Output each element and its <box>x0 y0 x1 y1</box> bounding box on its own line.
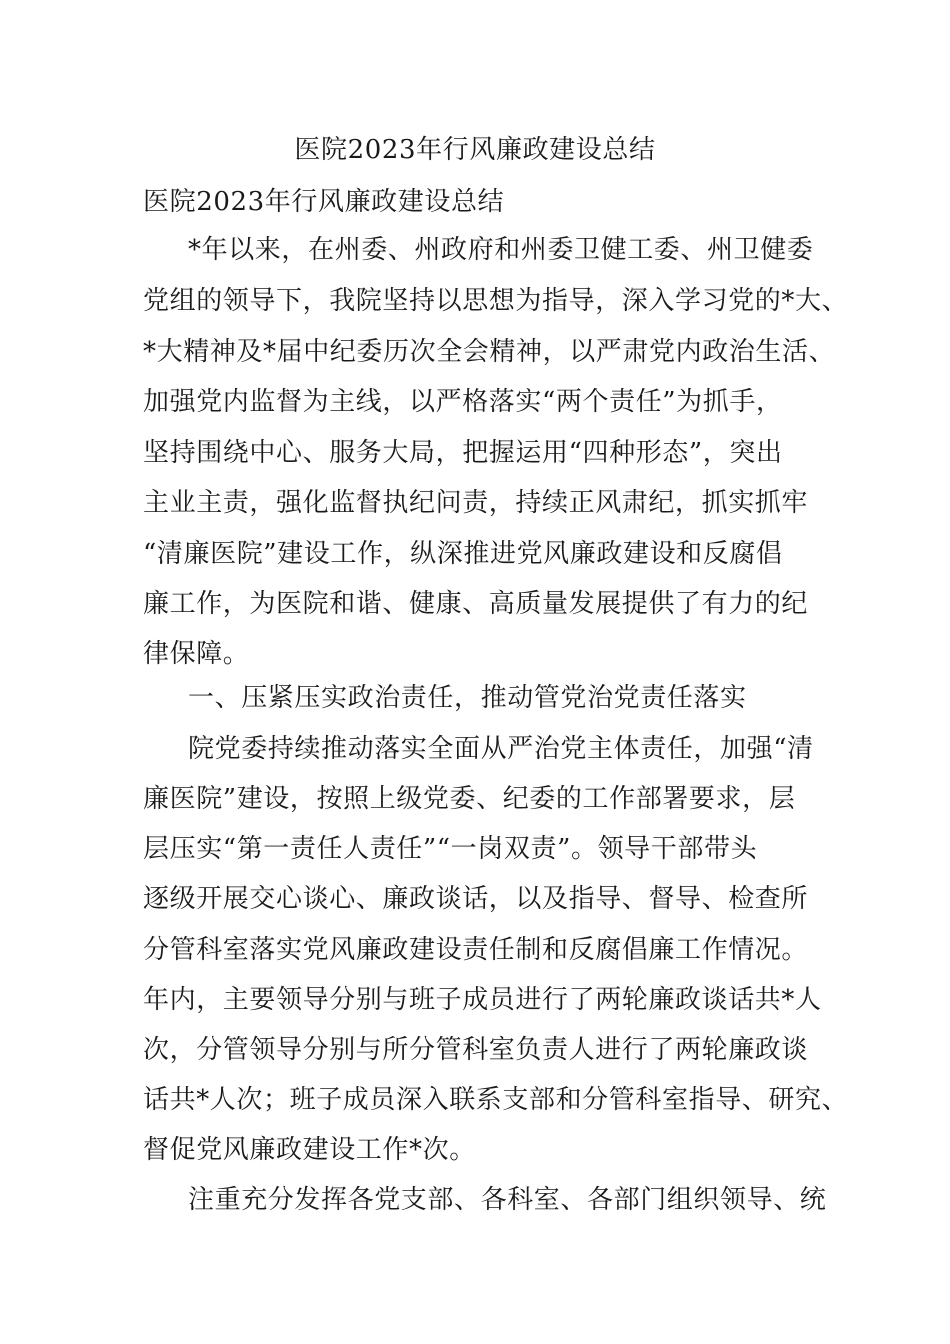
paragraph-line: 次，分管领导分别与所分管科室负责人进行了两轮廉政谈 <box>143 1035 809 1065</box>
paragraph-line: “清廉医院”建设工作，纵深推进党风廉政建设和反腐倡 <box>143 539 783 569</box>
paragraph-line: 加强党内监督为主线，以严格落实“两个责任”为抓手， <box>143 387 783 417</box>
paragraph-line: 注重充分发挥各党支部、各科室、各部门组织领导、统 <box>188 1185 827 1215</box>
paragraph-line: 主业主责，强化监督执纪问责，持续正风肃纪，抓实抓牢 <box>143 488 809 518</box>
subtitle: 医院2023年行风廉政建设总结 <box>143 187 505 217</box>
paragraph-line: 督促党风廉政建设工作*次。 <box>143 1135 476 1165</box>
paragraph-line: 话共*人次；班子成员深入联系支部和分管科室指导、研究、 <box>143 1085 849 1115</box>
paragraph-line: 分管科室落实党风廉政建设责任制和反腐倡廉工作情况。 <box>143 935 809 965</box>
paragraph-line: 院党委持续推动落实全面从严治党主体责任，加强“清 <box>188 734 814 764</box>
paragraph-line: 廉医院”建设，按照上级党委、纪委的工作部署要求，层 <box>143 784 796 814</box>
paragraph-line: *年以来，在州委、州政府和州委卫健工委、州卫健委 <box>188 235 814 265</box>
paragraph-line: 律保障。 <box>143 639 250 669</box>
paragraph-line: 党组的领导下，我院坚持以思想为指导，深入学习党的*大、 <box>143 286 849 316</box>
paragraph-line: 廉工作，为医院和谐、健康、高质量发展提供了有力的纪 <box>143 589 809 619</box>
paragraph-line: 层压实“第一责任人责任”“一岗双责”。领导干部带头 <box>143 834 758 864</box>
section-heading: 一、压紧压实政治责任，推动管党治党责任落实 <box>188 683 747 713</box>
paragraph-line: *大精神及*届中纪委历次全会精神，以严肃党内政治生活、 <box>143 337 836 367</box>
paragraph-line: 坚持围绕中心、服务大局，把握运用“四种形态”，突出 <box>143 438 783 468</box>
paragraph-line: 逐级开展交心谈心、廉政谈话，以及指导、督导、检查所 <box>143 884 809 914</box>
paragraph-line: 年内，主要领导分别与班子成员进行了两轮廉政谈话共*人 <box>143 985 822 1015</box>
page-title: 医院2023年行风廉政建设总结 <box>294 135 656 165</box>
